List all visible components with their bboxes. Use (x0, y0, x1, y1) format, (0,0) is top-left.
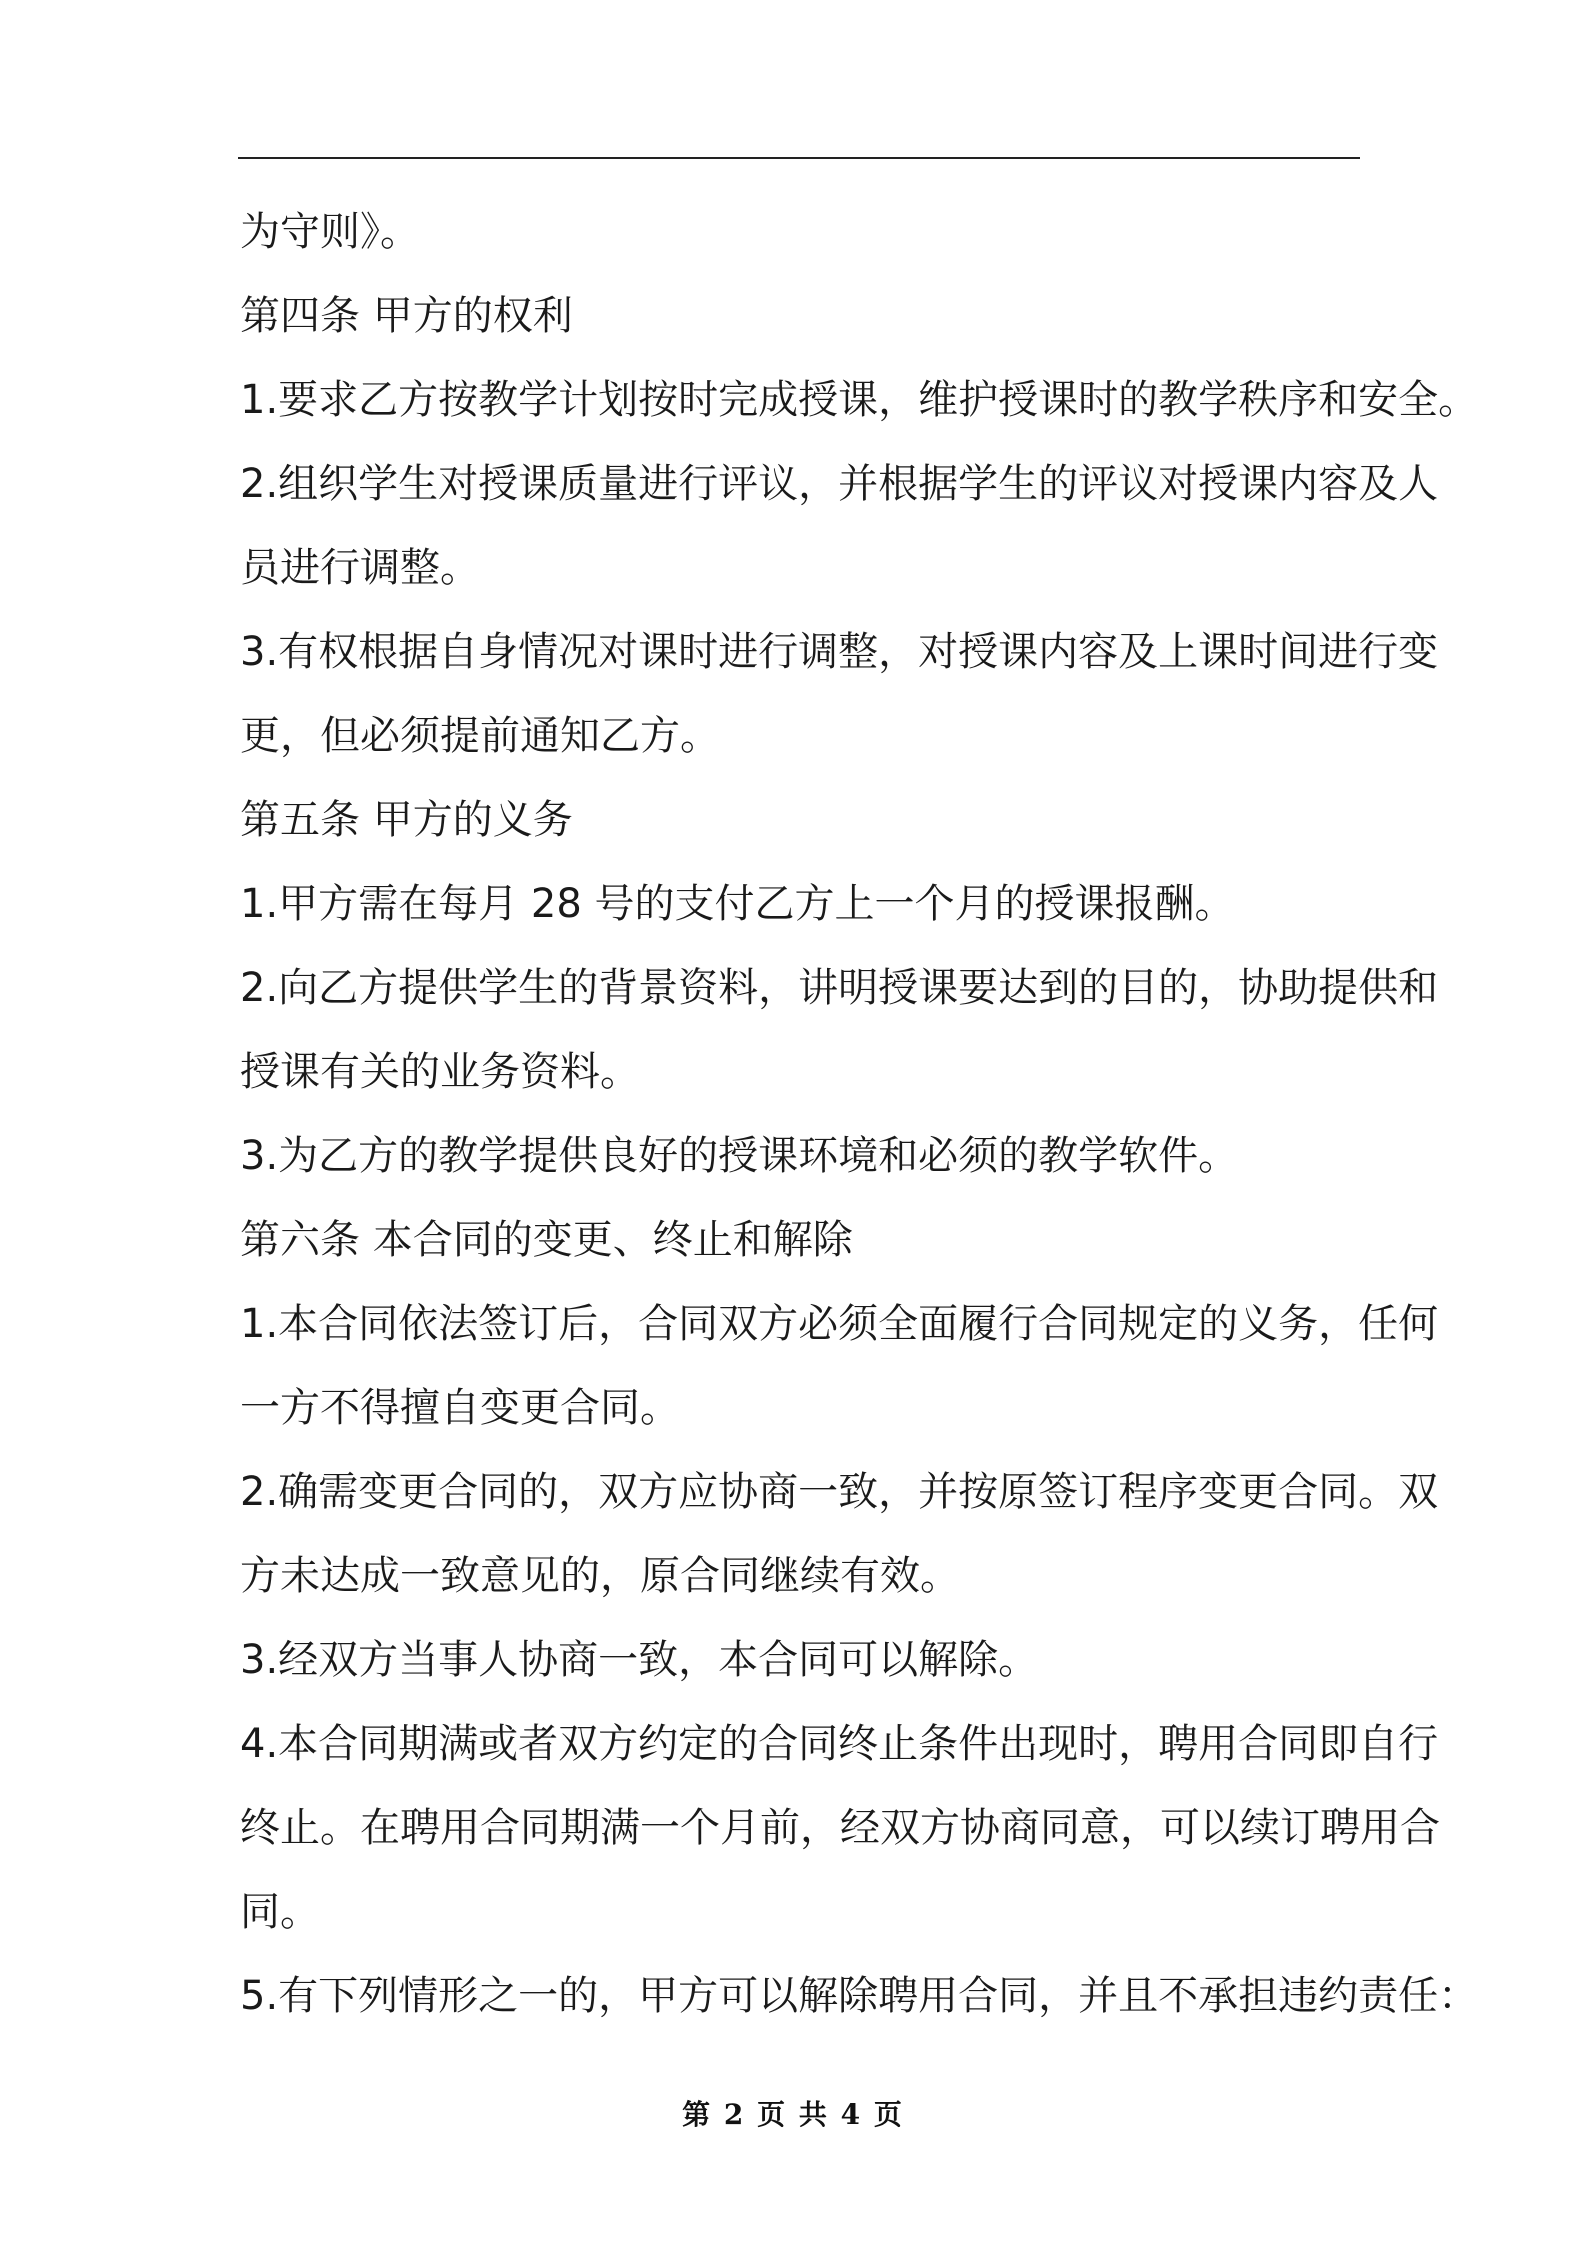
text-line: 为守则》。 (240, 209, 420, 255)
text-line: 2.向乙方提供学生的背景资料，讲明授课要达到的目的，协助提供和 (240, 965, 1439, 1011)
text-line: 1.要求乙方按教学计划按时完成授课，维护授课时的教学秩序和安全。 (240, 377, 1479, 423)
text-line: 一方不得擅自变更合同。 (240, 1385, 680, 1431)
text-line: 终止。在聘用合同期满一个月前，经双方协商同意，可以续订聘用合 (240, 1805, 1440, 1851)
text-line: 同。 (240, 1889, 320, 1935)
page-number: 第 2 页 共 4 页 (682, 2098, 904, 2131)
text-line: 2.确需变更合同的，双方应协商一致，并按原签订程序变更合同。双 (240, 1469, 1439, 1515)
header-rule (238, 157, 1360, 159)
document-body (240, 190, 1479, 2038)
text-line: 3.有权根据自身情况对课时进行调整，对授课内容及上课时间进行变 (240, 629, 1439, 675)
text-line: 3.经双方当事人协商一致，本合同可以解除。 (240, 1637, 1039, 1683)
text-line: 1.甲方需在每月 28 号的支付乙方上一个月的授课报酬。 (240, 881, 1235, 927)
text-line: 2.组织学生对授课质量进行评议，并根据学生的评议对授课内容及人 (240, 461, 1439, 507)
text-line: 员进行调整。 (240, 545, 480, 591)
section-heading: 第六条 本合同的变更、终止和解除 (240, 1217, 853, 1263)
text-line: 5.有下列情形之一的，甲方可以解除聘用合同，并且不承担违约责任： (240, 1973, 1479, 2019)
text-line: 授课有关的业务资料。 (240, 1049, 640, 1095)
text-line: 方未达成一致意见的，原合同继续有效。 (240, 1553, 960, 1599)
section-heading: 第四条 甲方的权利 (240, 293, 573, 339)
text-line: 4.本合同期满或者双方约定的合同终止条件出现时，聘用合同即自行 (240, 1721, 1439, 1767)
section-heading: 第五条 甲方的义务 (240, 797, 573, 843)
text-line: 更，但必须提前通知乙方。 (240, 713, 720, 759)
text-line: 1.本合同依法签订后，合同双方必须全面履行合同规定的义务，任何 (240, 1301, 1439, 1347)
text-line: 3.为乙方的教学提供良好的授课环境和必须的教学软件。 (240, 1133, 1239, 1179)
